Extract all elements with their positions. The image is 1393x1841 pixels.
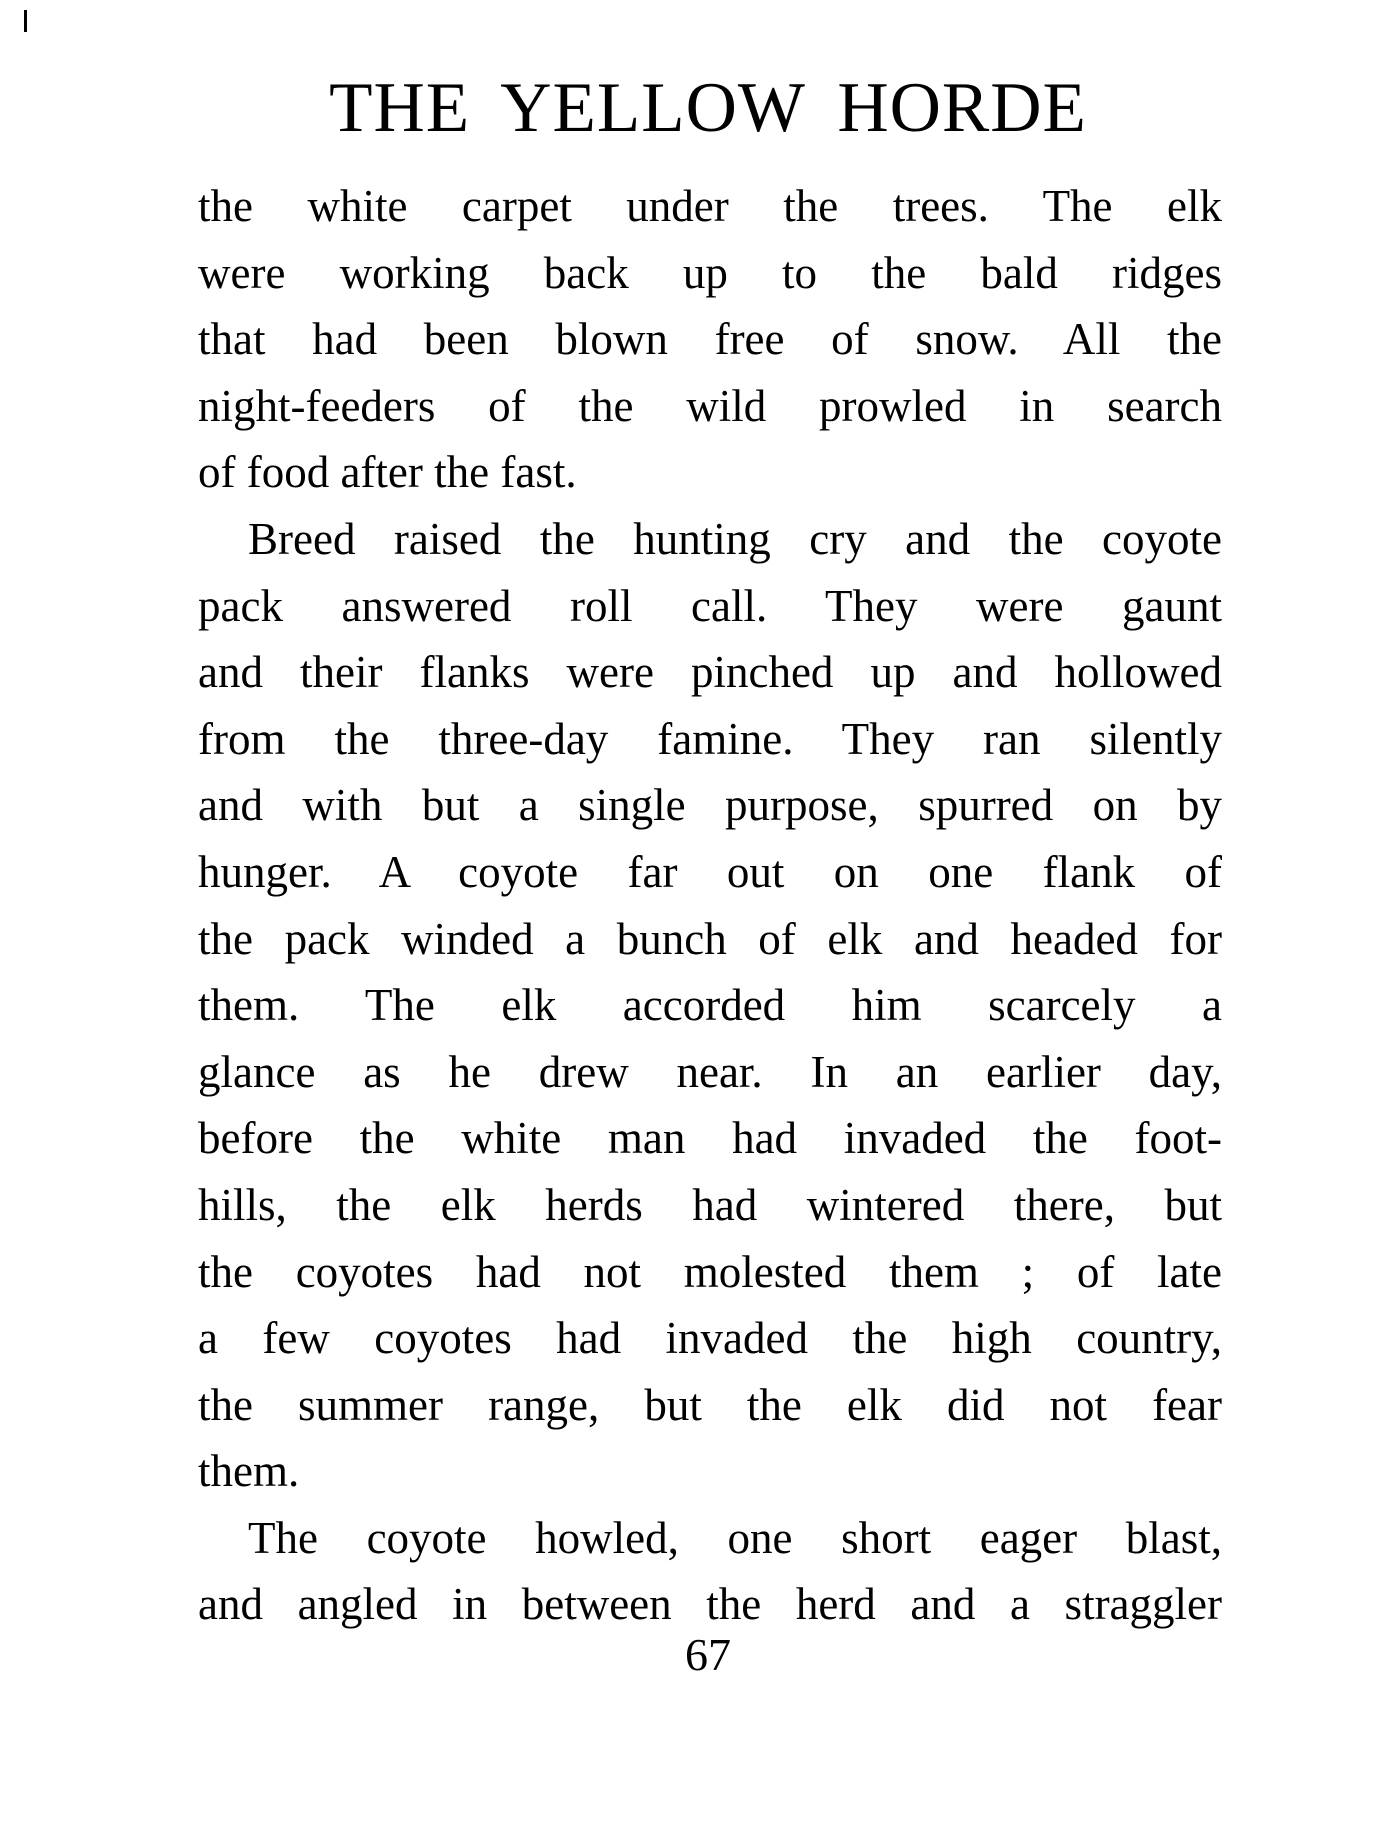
- text-line: the summer range, but the elk did not fear: [198, 1379, 1222, 1430]
- text-line: from the three-day famine. They ran silently: [198, 713, 1222, 764]
- text-line: night-feeders of the wild prowled in search: [198, 380, 1222, 431]
- text-line: hills, the elk herds had wintered there, but: [198, 1179, 1222, 1230]
- text-line: pack answered roll call. They were gaunt: [198, 580, 1222, 631]
- scan-mark: [24, 10, 27, 32]
- text-line: of food after the fast.: [198, 447, 577, 498]
- page-number: 67: [685, 1629, 731, 1680]
- text-line: and their flanks were pinched up and hollowed: [198, 647, 1222, 698]
- text-line: the coyotes had not molested them ; of late: [198, 1246, 1222, 1297]
- running-title: THE YELLOW HORDE: [329, 69, 1087, 147]
- text-line: before the white man had invaded the foot-: [198, 1113, 1222, 1164]
- text-line: hunger. A coyote far out on one flank of: [198, 846, 1222, 897]
- text-line: The coyote howled, one short eager blast,: [248, 1512, 1222, 1563]
- body-text: [198, 173, 1222, 1638]
- text-line: Breed raised the hunting cry and the coyote: [248, 513, 1222, 564]
- text-line: and with but a single purpose, spurred on by: [198, 780, 1222, 831]
- text-line: that had been blown free of snow. All the: [198, 314, 1222, 365]
- text-line: the pack winded a bunch of elk and headed for: [198, 913, 1222, 964]
- text-line: them.: [198, 1446, 300, 1497]
- text-line: them. The elk accorded him scarcely a: [198, 980, 1222, 1031]
- text-line: were working back up to the bald ridges: [198, 247, 1222, 298]
- text-line: and angled in between the herd and a straggler: [198, 1579, 1222, 1630]
- text-line: the white carpet under the trees. The elk: [198, 181, 1222, 231]
- text-line: glance as he drew near. In an earlier day,: [198, 1046, 1222, 1097]
- text-line: a few coyotes had invaded the high country,: [198, 1313, 1222, 1364]
